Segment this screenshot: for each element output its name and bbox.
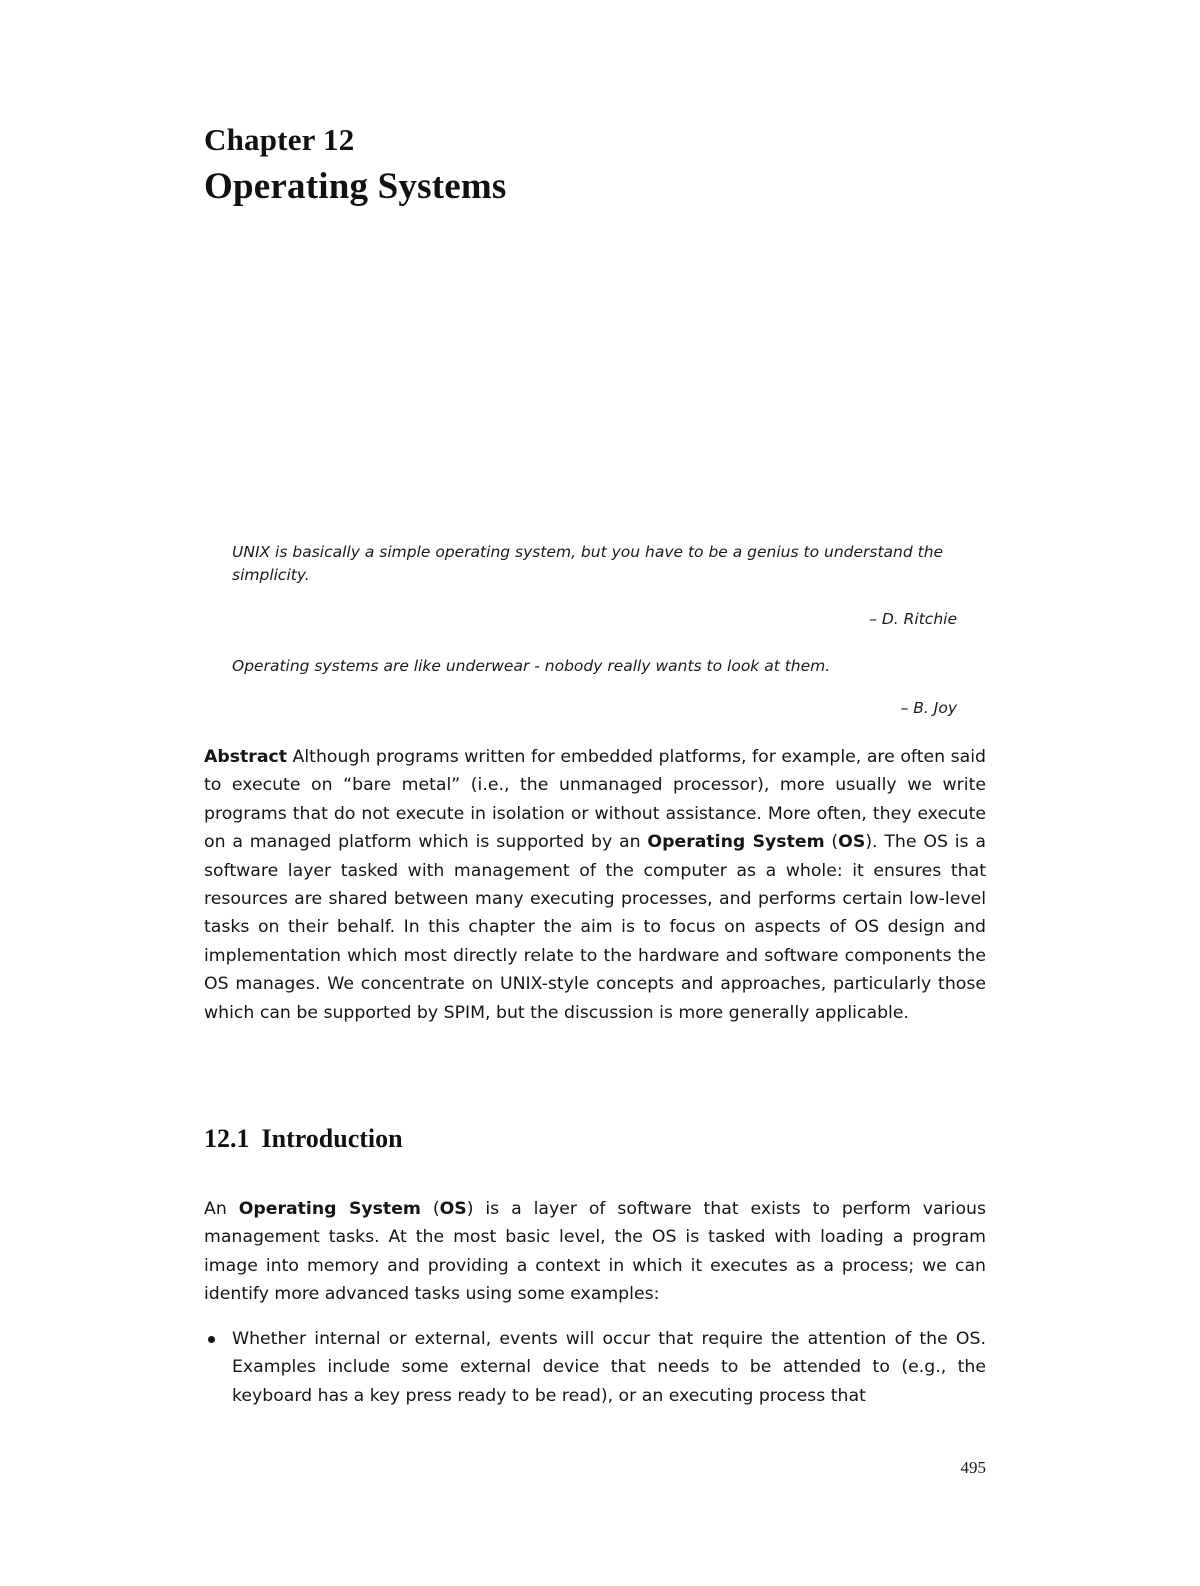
term-operating-system: Operating System — [647, 832, 825, 853]
term-operating-system: Operating System — [238, 1199, 421, 1219]
bullet-list — [204, 1325, 986, 1410]
epigraph-author: – B. Joy — [900, 699, 957, 717]
abstract-paragraph — [204, 743, 986, 1027]
epigraph-quote: UNIX is basically a simple operating system, but you have to be a genius to understand the simplicity. — [232, 543, 944, 584]
abstract-text: ). The OS is a software layer tasked with management of the computer as a whole: it ensures that resources are shared between many executing processes, and performs certain low-level tasks on their behalf. In this chapter the aim is to focus on aspects of OS design and implementation which most directly relate to the hardware and software components the OS manages. We concentrate on UNIX-style concepts and approaches, particularly those which can be supported by SPIM, but the discussion is more generally applicable. — [204, 832, 986, 1023]
epigraph-quote: Operating systems are like underwear - nobody really wants to look at them. — [232, 657, 831, 675]
bullet-icon — [208, 1336, 215, 1343]
term-os: OS — [439, 1199, 467, 1219]
list-item — [204, 1325, 986, 1410]
intro-text: ( — [420, 1199, 440, 1219]
chapter-label: Chapter 12 — [204, 122, 355, 157]
page-number: 495 — [960, 1458, 986, 1477]
intro-text: ) is a layer of software that exists to perform various management tasks. At the most basic level, the OS is tasked with loading a program image into memory and providing a context in which it executes as a process; we can identify more advanced tasks using some examples: — [204, 1199, 986, 1305]
abstract-label: Abstract — [204, 747, 287, 767]
intro-paragraph — [204, 1195, 986, 1309]
list-item-text: Whether internal or external, events will occur that require the attention of the OS. Examples include some external device that needs to be attended to (e.g., the keyboard has a key press ready to be read), or an executing process that — [232, 1329, 986, 1406]
abstract-text: ( — [824, 832, 839, 853]
chapter-title: Operating Systems — [204, 166, 507, 207]
section-title: Introduction — [261, 1124, 403, 1153]
section-number: 12.1 — [204, 1124, 250, 1153]
epigraph-author: – D. Ritchie — [869, 610, 957, 628]
abstract-text: Although programs written for embedded platforms, for example, are often said to execute on “bare metal” (i.e., the unmanaged processor), more usually we write programs that do not execute in isolation or without assistance. More often, they execute on a managed platform which is supported by an — [204, 747, 986, 853]
intro-text: An — [204, 1199, 239, 1219]
section-heading — [204, 1124, 403, 1154]
term-os: OS — [838, 832, 866, 853]
